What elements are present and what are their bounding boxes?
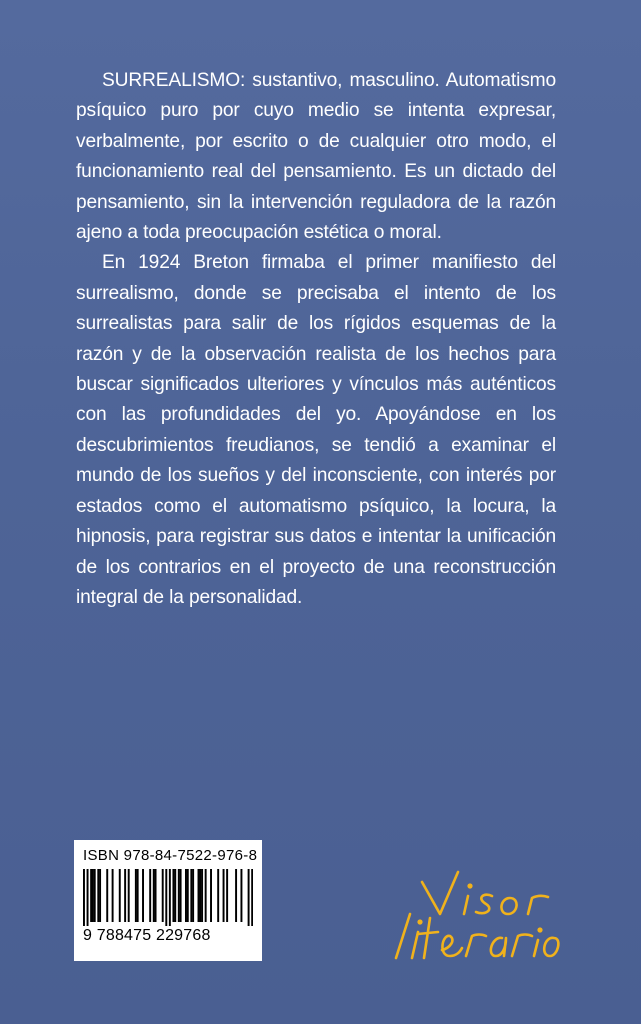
barcode-bar xyxy=(137,869,139,922)
barcode-label xyxy=(74,840,262,961)
barcode-bar xyxy=(205,869,207,922)
barcode-bar xyxy=(149,869,151,922)
barcode-bar xyxy=(92,869,94,922)
barcode-bar xyxy=(226,869,228,922)
blurb-paragraph-definition: SURREALISMO: sustantivo, masculino. Automatismo psíquico puro por cuyo medio se intenta expresar, verbalmente, por escrito o de cualquier otro modo, el funcionamiento real del pensamiento. Es un dictado del pensamiento, sin la intervención reguladora de la razón ajeno a toda preocupación estética o moral. xyxy=(76,70,556,244)
barcode-icon xyxy=(83,869,253,926)
barcode-bar xyxy=(174,869,176,922)
barcode-bar xyxy=(201,869,203,922)
barcode-bar xyxy=(99,869,101,922)
barcode-bar xyxy=(169,869,171,926)
barcode-bar xyxy=(198,869,200,922)
barcode-bar xyxy=(180,869,182,922)
barcode-bar xyxy=(90,869,92,922)
barcode-bar xyxy=(162,869,164,922)
barcode-bar xyxy=(240,869,242,922)
barcode-bar xyxy=(251,869,253,926)
isbn-number: ISBN 978-84-7522-976-8 xyxy=(83,847,258,864)
visor-literario-logo xyxy=(388,852,568,972)
barcode-bar xyxy=(83,869,85,926)
barcode-bar xyxy=(172,869,174,922)
barcode-bar xyxy=(199,869,201,922)
barcode-bar xyxy=(235,869,237,922)
barcode-bar xyxy=(124,869,126,922)
barcode-bar xyxy=(135,869,137,922)
barcode-bar xyxy=(185,869,187,922)
barcode-bar xyxy=(192,869,194,922)
barcode-bar xyxy=(112,869,114,922)
barcode-bar xyxy=(153,869,155,922)
blurb-paragraph-history: En 1924 Breton firmaba el primer manifiesto del surrealismo, donde se precisaba el intento de los surrealistas para salir de los rígidos esquemas de la razón y de la observación realista de los hechos para buscar significados ulteriores y vínculos más auténticos con las profundidades del yo. Apoyándose en los descubrimientos freudianos, se tendió a examinar el mundo de los sueños y del inconsciente, con interés por estados como el automatismo psíquico, la locura, la hipnosis, para registrar sus datos e intentar la unificación de los contrarios en el proyecto de una reconstrucción integral de la personalidad. xyxy=(76,252,556,608)
barcode-bar xyxy=(142,869,144,922)
blurb-text xyxy=(76,66,556,613)
barcode-bar xyxy=(178,869,180,922)
barcode-bar xyxy=(94,869,96,922)
barcode-bar xyxy=(248,869,250,926)
barcode-bar xyxy=(97,869,99,922)
barcode-bar xyxy=(119,869,121,922)
ean-digits: 9 788475 229768 xyxy=(83,927,211,944)
barcode-bar xyxy=(223,869,225,922)
barcode-bar xyxy=(155,869,157,922)
logo-lettering xyxy=(396,872,558,958)
barcode-bar xyxy=(106,869,108,922)
barcode-bar xyxy=(165,869,167,926)
barcode-bar xyxy=(217,869,219,922)
barcode-bar xyxy=(87,869,89,926)
barcode-bar xyxy=(210,869,212,922)
barcode-bar xyxy=(187,869,189,922)
barcode-bar xyxy=(128,869,130,922)
barcode-bar xyxy=(190,869,192,922)
